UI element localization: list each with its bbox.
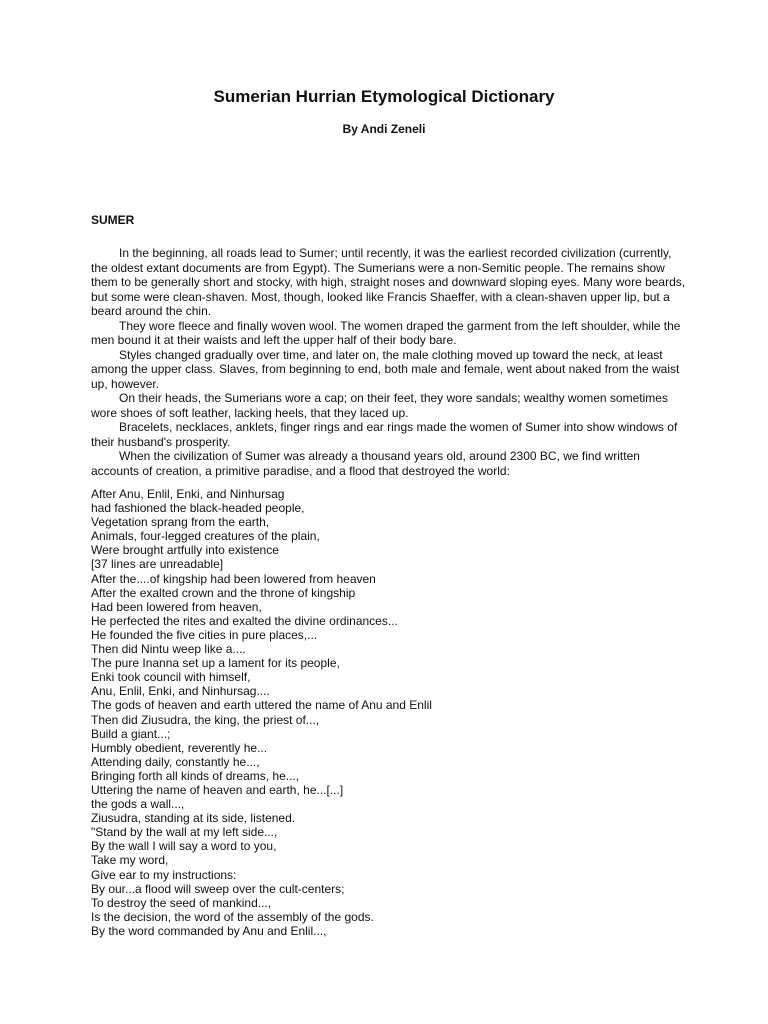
- poem-line: [37 lines are unreadable]: [91, 557, 224, 572]
- poem-line: Then did Ziusudra, the king, the priest of...,: [91, 712, 320, 727]
- poem-line: Animals, four-legged creatures of the plain,: [91, 529, 320, 544]
- paragraph: Styles changed gradually over time, and later on, the male clothing moved up toward the neck, at least among the upper class. Slaves, from beginning to end, both male and female, went about naked from the waist up, however.: [91, 347, 680, 391]
- poem-line: Were brought artfully into existence: [91, 543, 279, 558]
- poem-line: had fashioned the black-headed people,: [91, 501, 305, 516]
- paragraph: When the civilization of Sumer was already a thousand years old, around 2300 BC, we find written accounts of creation, a primitive paradise, and a flood that destroyed the world:: [91, 449, 640, 478]
- poem-line: He founded the five cities in pure places,...: [91, 627, 318, 642]
- document-author: By Andi Zeneli: [342, 122, 426, 136]
- section-heading: SUMER: [91, 213, 135, 227]
- poem-line: The pure Inanna set up a lament for its people,: [91, 656, 340, 671]
- poem-line: Take my word,: [91, 853, 169, 868]
- poem-line: By the wall I will say a word to you,: [91, 839, 277, 854]
- paragraph: Bracelets, necklaces, anklets, finger rings and ear rings made the women of Sumer into show windows of their husband's prosperity.: [91, 420, 678, 449]
- poem-line: Attending daily, constantly he...,: [91, 754, 260, 769]
- poem-line: Anu, Enlil, Enki, and Ninhursag....: [91, 684, 270, 699]
- poem-line: "Stand by the wall at my left side...,: [91, 825, 278, 840]
- poem-line: the gods a wall...,: [91, 797, 185, 812]
- poem-line: Ziusudra, standing at its side, listened.: [91, 811, 296, 826]
- paragraph: In the beginning, all roads lead to Sumer; until recently, it was the earliest recorded civilization (currently, the oldest extant documents are from Egypt). The Sumerians were a non-Semitic people. The remains show them to be generally short and stocky, with high, straight noses and downward sloping eyes. Many wore beards, but some were clean-shaven. Most, though, looked like Francis Shaeffer, with a clean-shaven upper lip, but a beard around the chin.: [91, 246, 686, 318]
- poem-line: Build a giant...;: [91, 726, 171, 741]
- poem-line: Bringing forth all kinds of dreams, he...,: [91, 768, 300, 783]
- paragraph: On their heads, the Sumerians wore a cap; on their feet, they wore sandals; wealthy women sometimes wore shoes of soft leather, lacking heels, that they laced up.: [91, 391, 668, 420]
- poem-line: He perfected the rites and exalted the divine ordinances...: [91, 613, 398, 628]
- poem-line: Enki took council with himself,: [91, 670, 251, 685]
- poem-line: After Anu, Enlil, Enki, and Ninhursag: [91, 487, 285, 501]
- document-title: Sumerian Hurrian Etymological Dictionary: [213, 87, 555, 106]
- poem-line: Give ear to my instructions:: [91, 867, 237, 882]
- poem-line: Then did Nintu weep like a....: [91, 642, 246, 657]
- prose-body: [91, 246, 687, 478]
- poem-line: The gods of heaven and earth uttered the name of Anu and Enlil: [91, 698, 432, 713]
- poem-line: After the....of kingship had been lowered from heaven: [91, 571, 376, 586]
- poem-line: Vegetation sprang from the earth,: [91, 515, 270, 530]
- poem-line: To destroy the seed of mankind...,: [91, 895, 272, 910]
- poem-line: Humbly obedient, reverently he...: [91, 740, 268, 755]
- paragraph: They wore fleece and finally woven wool. The women draped the garment from the left shoulder, while the men bound it at their waists and left the upper half of their body bare.: [91, 318, 681, 347]
- poem-line: By the word commanded by Anu and Enlil...,: [91, 923, 327, 938]
- poem-block: [91, 487, 687, 938]
- poem-line: Is the decision, the word of the assembly of the gods.: [91, 909, 374, 924]
- poem-line: By our...a flood will sweep over the cult-centers;: [91, 881, 345, 896]
- poem-line: Had been lowered from heaven,: [91, 599, 262, 614]
- poem-line: Uttering the name of heaven and earth, he...[...]: [91, 782, 344, 797]
- poem-line: After the exalted crown and the throne of kingship: [91, 585, 356, 600]
